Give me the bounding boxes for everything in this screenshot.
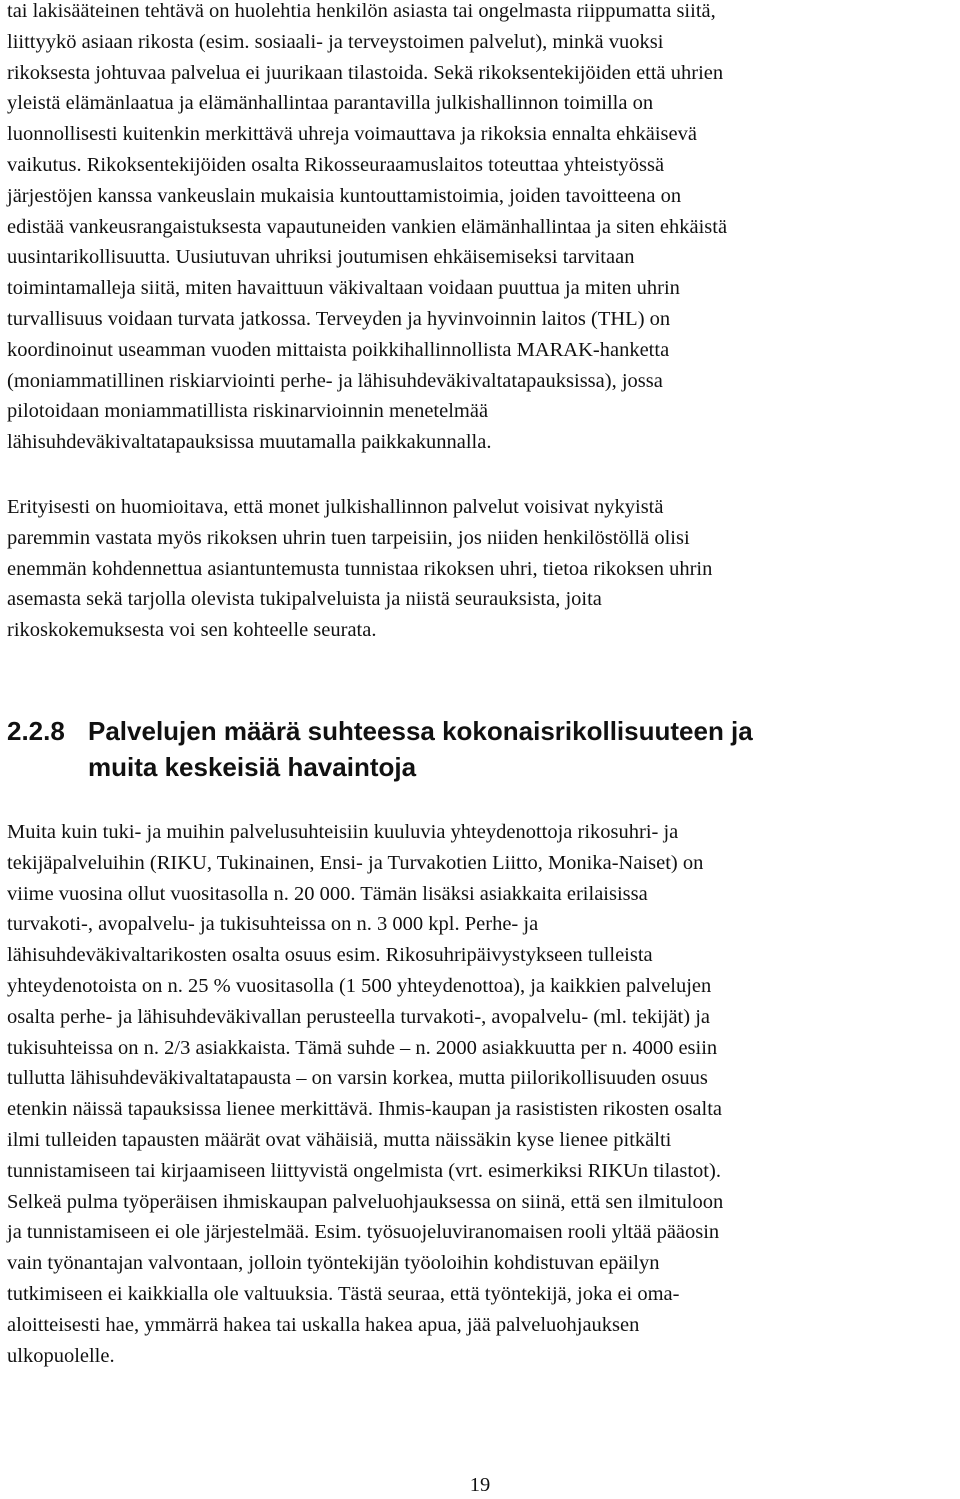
text-line: koordinoinut useamman vuoden mittaista poikkihallinnollista MARAK-hanketta	[7, 338, 670, 361]
text-line: paremmin vastata myös rikoksen uhrin tuen tarpeisiin, jos niiden henkilöstöllä olisi	[7, 526, 690, 549]
text-line: yhteydenotoista on n. 25 % vuositasolla (1 500 yhteydenottoa), ja kaikkien palvelujen	[7, 974, 712, 997]
text-line: luonnollisesti kuitenkin merkittävä uhreja voimauttava ja rikoksia ennalta ehkäisevä	[7, 123, 697, 146]
section-title-line-2: muita keskeisiä havaintoja	[88, 752, 417, 782]
text-line: Selkeä pulma työperäisen ihmiskaupan palveluohjauksessa on siinä, että sen ilmituloon	[7, 1190, 724, 1213]
body-paragraph-1	[7, 0, 958, 458]
text-line: tunnistamiseen tai kirjaamiseen liittyvistä ongelmista (vrt. esimerkiksi RIKUn tilastot).	[7, 1159, 721, 1182]
body-paragraph-3	[7, 817, 958, 1371]
text-line: lähisuhdeväkivaltarikosten osalta osuus esim. Rikosuhripäivystykseen tulleista	[7, 944, 653, 967]
section-heading-line-1	[7, 713, 937, 749]
section-title-line-1: Palvelujen määrä suhteessa kokonaisrikollisuuteen ja	[88, 716, 753, 746]
text-line: vaikutus. Rikoksentekijöiden osalta Rikosseuraamuslaitos toteuttaa yhteistyössä	[7, 153, 665, 176]
text-line: rikoksesta johtuvaa palvelua ei juurikaan tilastoida. Sekä rikoksentekijöiden että uhrien	[7, 61, 724, 84]
text-line: aloitteisesti hae, ymmärrä hakea tai uskalla hakea apua, jää palveluohjauksen	[7, 1313, 640, 1336]
text-line: ilmi tulleiden tapausten määrät ovat vähäisiä, mutta näissäkin kyse lienee pitkälti	[7, 1128, 672, 1151]
text-line: edistää vankeusrangaistuksesta vapautuneiden vankien elämänhallintaa ja siten ehkäistä	[7, 215, 728, 238]
text-line: uusintarikollisuutta. Uusiutuvan uhriksi joutumisen ehkäisemiseksi tarvitaan	[7, 246, 635, 269]
text-line: enemmän kohdennettua asiantuntemusta tunnistaa rikoksen uhri, tietoa rikoksen uhrin	[7, 557, 713, 580]
text-line: toimintamalleja siitä, miten havaittuun väkivaltaan voidaan puuttua ja miten uhrin	[7, 277, 680, 300]
text-line: turvallisuus voidaan turvata jatkossa. Terveyden ja hyvinvoinnin laitos (THL) on	[7, 307, 671, 330]
section-heading	[7, 713, 937, 785]
text-line: yleistä elämänlaatua ja elämänhallintaa parantavilla julkishallinnon toimilla on	[7, 92, 654, 115]
text-line: tai lakisääteinen tehtävä on huolehtia henkilön asiasta tai ongelmasta riippumatta siitä,	[7, 0, 716, 22]
text-line: lähisuhdeväkivaltatapauksissa muutamalla paikkakunnalla.	[7, 431, 492, 454]
text-line: tukisuhteissa on n. 2/3 asiakkaista. Tämä suhde – n. 2000 asiakkuutta per n. 4000 esiin	[7, 1036, 718, 1059]
text-line: tutkimiseen ei kaikkialla ole valtuuksia. Tästä seuraa, että työntekijä, joka ei oma-	[7, 1282, 680, 1305]
text-line: järjestöjen kanssa vankeuslain mukaisia kuntouttamistoimia, joiden tavoitteena on	[7, 184, 682, 207]
section-number: 2.2.8	[7, 716, 65, 746]
text-line: osalta perhe- ja lähisuhdeväkivallan perusteella turvakoti-, avopalvelu- (ml. tekijät) ja	[7, 1005, 710, 1028]
text-line: viime vuosina ollut vuositasolla n. 20 000. Tämän lisäksi asiakkaita erilaisissa	[7, 882, 648, 905]
text-line: ulkopuolelle.	[7, 1344, 115, 1367]
text-line: liittyykö asiaan rikosta (esim. sosiaali- ja terveystoimen palvelut), minkä vuoksi	[7, 30, 664, 53]
text-line: ja tunnistamiseen ei ole järjestelmää. Esim. työsuojeluviranomaisen rooli yltää pääosin	[7, 1221, 720, 1244]
text-line: turvakoti-, avopalvelu- ja tukisuhteissa on n. 3 000 kpl. Perhe- ja	[7, 913, 539, 936]
text-line: Muita kuin tuki- ja muihin palvelusuhteisiin kuuluvia yhteydenottoja rikosuhri- ja	[7, 821, 679, 843]
text-line: tekijäpalveluihin (RIKU, Tukinainen, Ensi- ja Turvakotien Liitto, Monika-Naiset) on	[7, 851, 704, 874]
text-line: Erityisesti on huomioitava, että monet julkishallinnon palvelut voisivat nykyistä	[7, 496, 664, 518]
text-line: rikoskokemuksesta voi sen kohteelle seurata.	[7, 619, 377, 642]
body-paragraph-2	[7, 492, 958, 646]
text-line: etenkin näissä tapauksissa lienee merkittävä. Ihmis-kaupan ja rasististen rikosten osalta	[7, 1098, 723, 1121]
page-number: 19	[469, 1474, 491, 1496]
text-line: asemasta sekä tarjolla olevista tukipalveluista ja niistä seurauksista, joita	[7, 588, 602, 611]
text-line: pilotoidaan moniammatillista riskinarvioinnin menetelmää	[7, 400, 489, 423]
text-line: tullutta lähisuhdeväkivaltatapausta – on varsin korkea, mutta piilorikollisuuden osuus	[7, 1067, 708, 1090]
text-line: vain työnantajan valvontaan, jolloin työntekijän työoloihin kohdistuvan epäilyn	[7, 1252, 660, 1275]
text-line: (moniammatillinen riskiarviointi perhe- ja lähisuhdeväkivaltatapauksissa), jossa	[7, 369, 663, 392]
